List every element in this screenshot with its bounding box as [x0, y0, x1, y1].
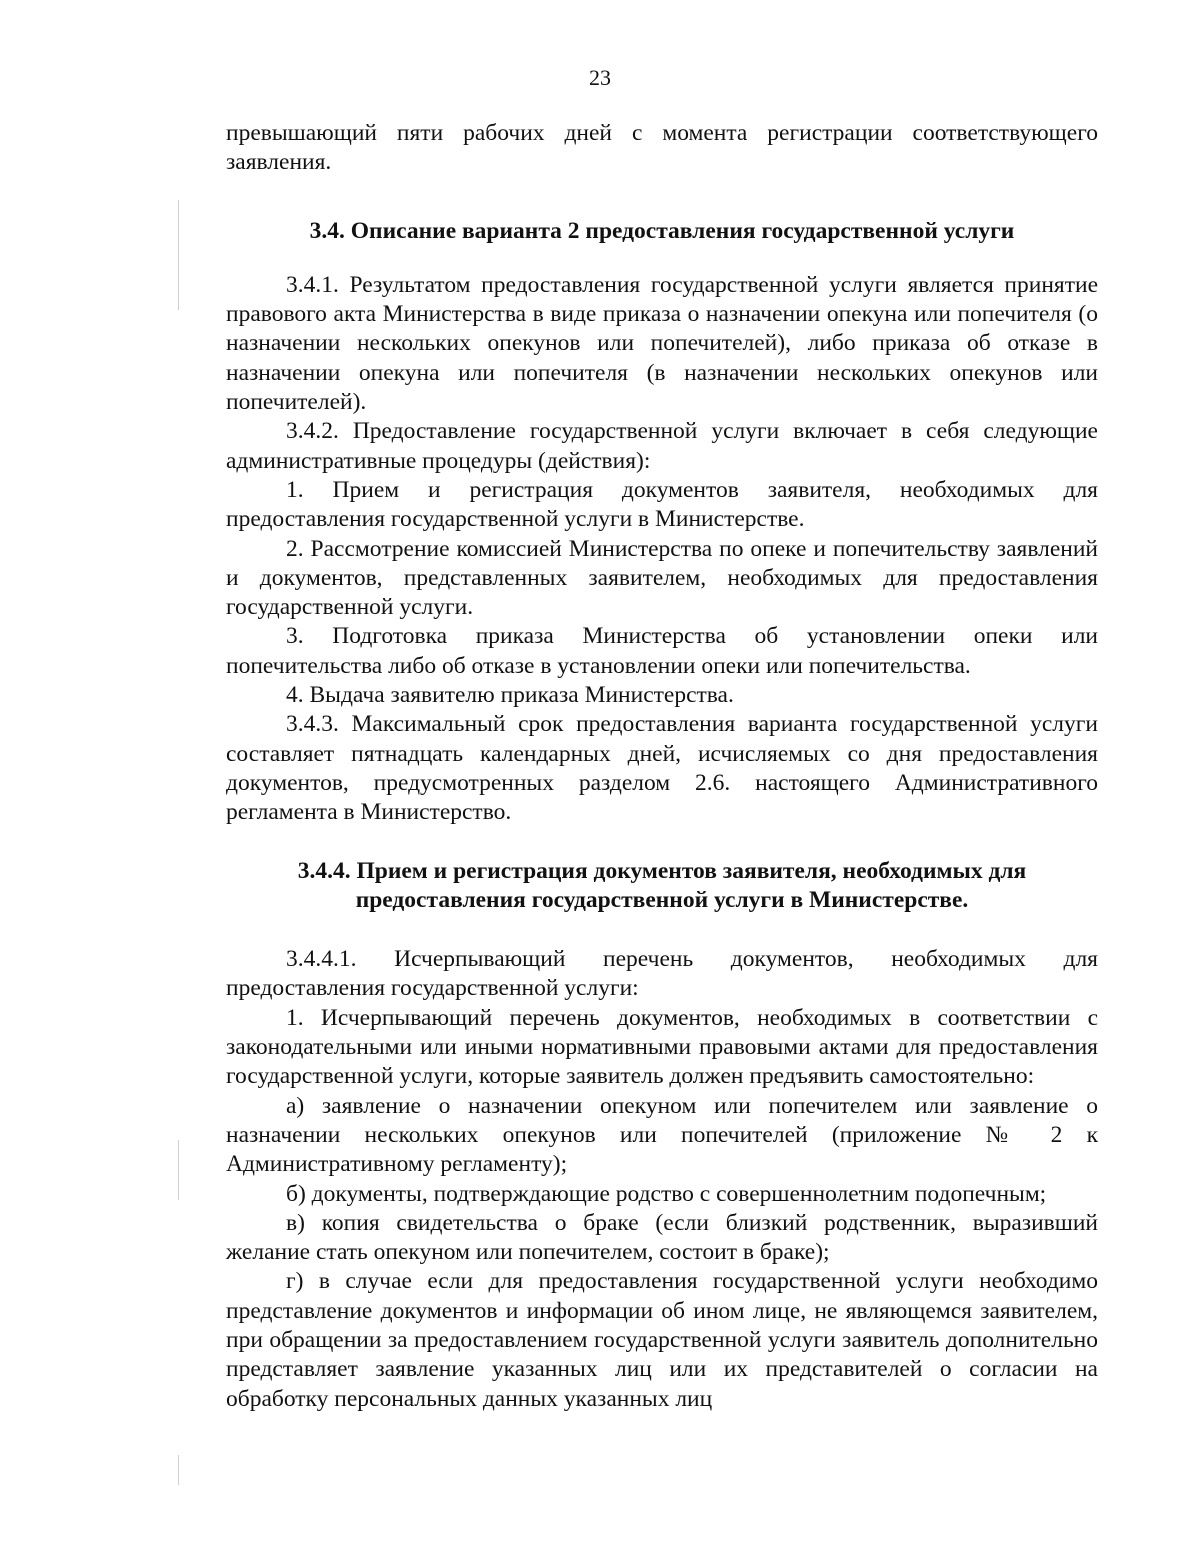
list-item-v: в) копия свидетельства о браке (если близкий родственник, выразивший желание стать опекуном или попечителем, состоит в браке);	[226, 1209, 1098, 1266]
list-item-g: г) в случае если для предоставления государственной услуги необходимо представление документов и информации об ином лице, не являющемся заявителем, при обращении за предоставлением государственной услуги заявитель дополнительно представляет заявление указанных лиц или их представителей о согласии на обработку персональных данных указанных лиц	[226, 1268, 1098, 1412]
scan-margin-mark	[178, 200, 179, 310]
paragraph-3-4-3: 3.4.3. Максимальный срок предоставления варианта государственной услуги составляет пятнадцать календарных дней, исчисляемых со дня предоставления документов, предусмотренных разделом 2.6. настоящего Административного регламента в Министерство.	[226, 711, 1098, 826]
procedure-item-2: 2. Рассмотрение комиссией Министерства по опеке и попечительству заявлений и документов, представленных заявителем, необходимых для предоставления государственной услуги.	[226, 535, 1098, 621]
procedure-item-4: 4. Выдача заявителю приказа Министерства.	[286, 682, 734, 709]
section-paragraphs	[226, 271, 1098, 828]
paragraph-3-4-1: 3.4.1. Результатом предоставления государственной услуги является принятие правового акта Министерства в виде приказа о назначении опекуна или попечителя (о назначении нескольких опекунов или попечителей), либо приказа об отказе в назначении опекуна или попечителя (в назначении нескольких опекунов или попечителей).	[226, 271, 1098, 416]
list-item-a: а) заявление о назначении опекуном или попечителем или заявление о назначении нескольких опекунов или попечителей (приложение № 2 к Административному регламенту);	[226, 1092, 1098, 1178]
intro-paragraph: превышающий пяти рабочих дней с момента регистрации соответствующего заявления.	[226, 120, 1098, 176]
section-heading: 3.4. Описание варианта 2 предоставления государственной услуги	[309, 217, 1015, 244]
subsection-heading-line-1: 3.4.4. Прием и регистрация документов заявителя, необходимых для	[297, 857, 1027, 884]
procedure-item-1: 1. Прием и регистрация документов заявителя, необходимых для предоставления государственной услуги в Министерстве.	[226, 476, 1098, 533]
scan-margin-mark	[178, 1455, 179, 1485]
subsection-heading	[226, 857, 1098, 916]
subsection-heading-line-2: предоставления государственной услуги в Министерстве.	[355, 886, 969, 913]
paragraph-3-4-4-1: 3.4.4.1. Исчерпывающий перечень документов, необходимых для предоставления государственной услуги:	[226, 946, 1098, 1002]
procedure-item-3: 3. Подготовка приказа Министерства об установлении опеки или попечительства либо об отказе в установлении опеки или попечительства.	[226, 623, 1098, 679]
list-item-1: 1. Исчерпывающий перечень документов, необходимых в соответствии с законодательными или иными нормативными правовыми актами для предоставления государственной услуги, которые заявитель должен предъявить самостоятельно:	[226, 1004, 1098, 1090]
document-body	[226, 119, 1098, 1414]
subsection-paragraphs	[226, 945, 1098, 1414]
scan-margin-mark	[178, 1140, 179, 1200]
page-number: 23	[589, 65, 611, 90]
list-item-b: б) документы, подтверждающие родство с совершеннолетним подопечным;	[286, 1180, 1047, 1207]
paragraph-3-4-2: 3.4.2. Предоставление государственной услуги включает в себя следующие административные процедуры (действия):	[226, 418, 1098, 474]
